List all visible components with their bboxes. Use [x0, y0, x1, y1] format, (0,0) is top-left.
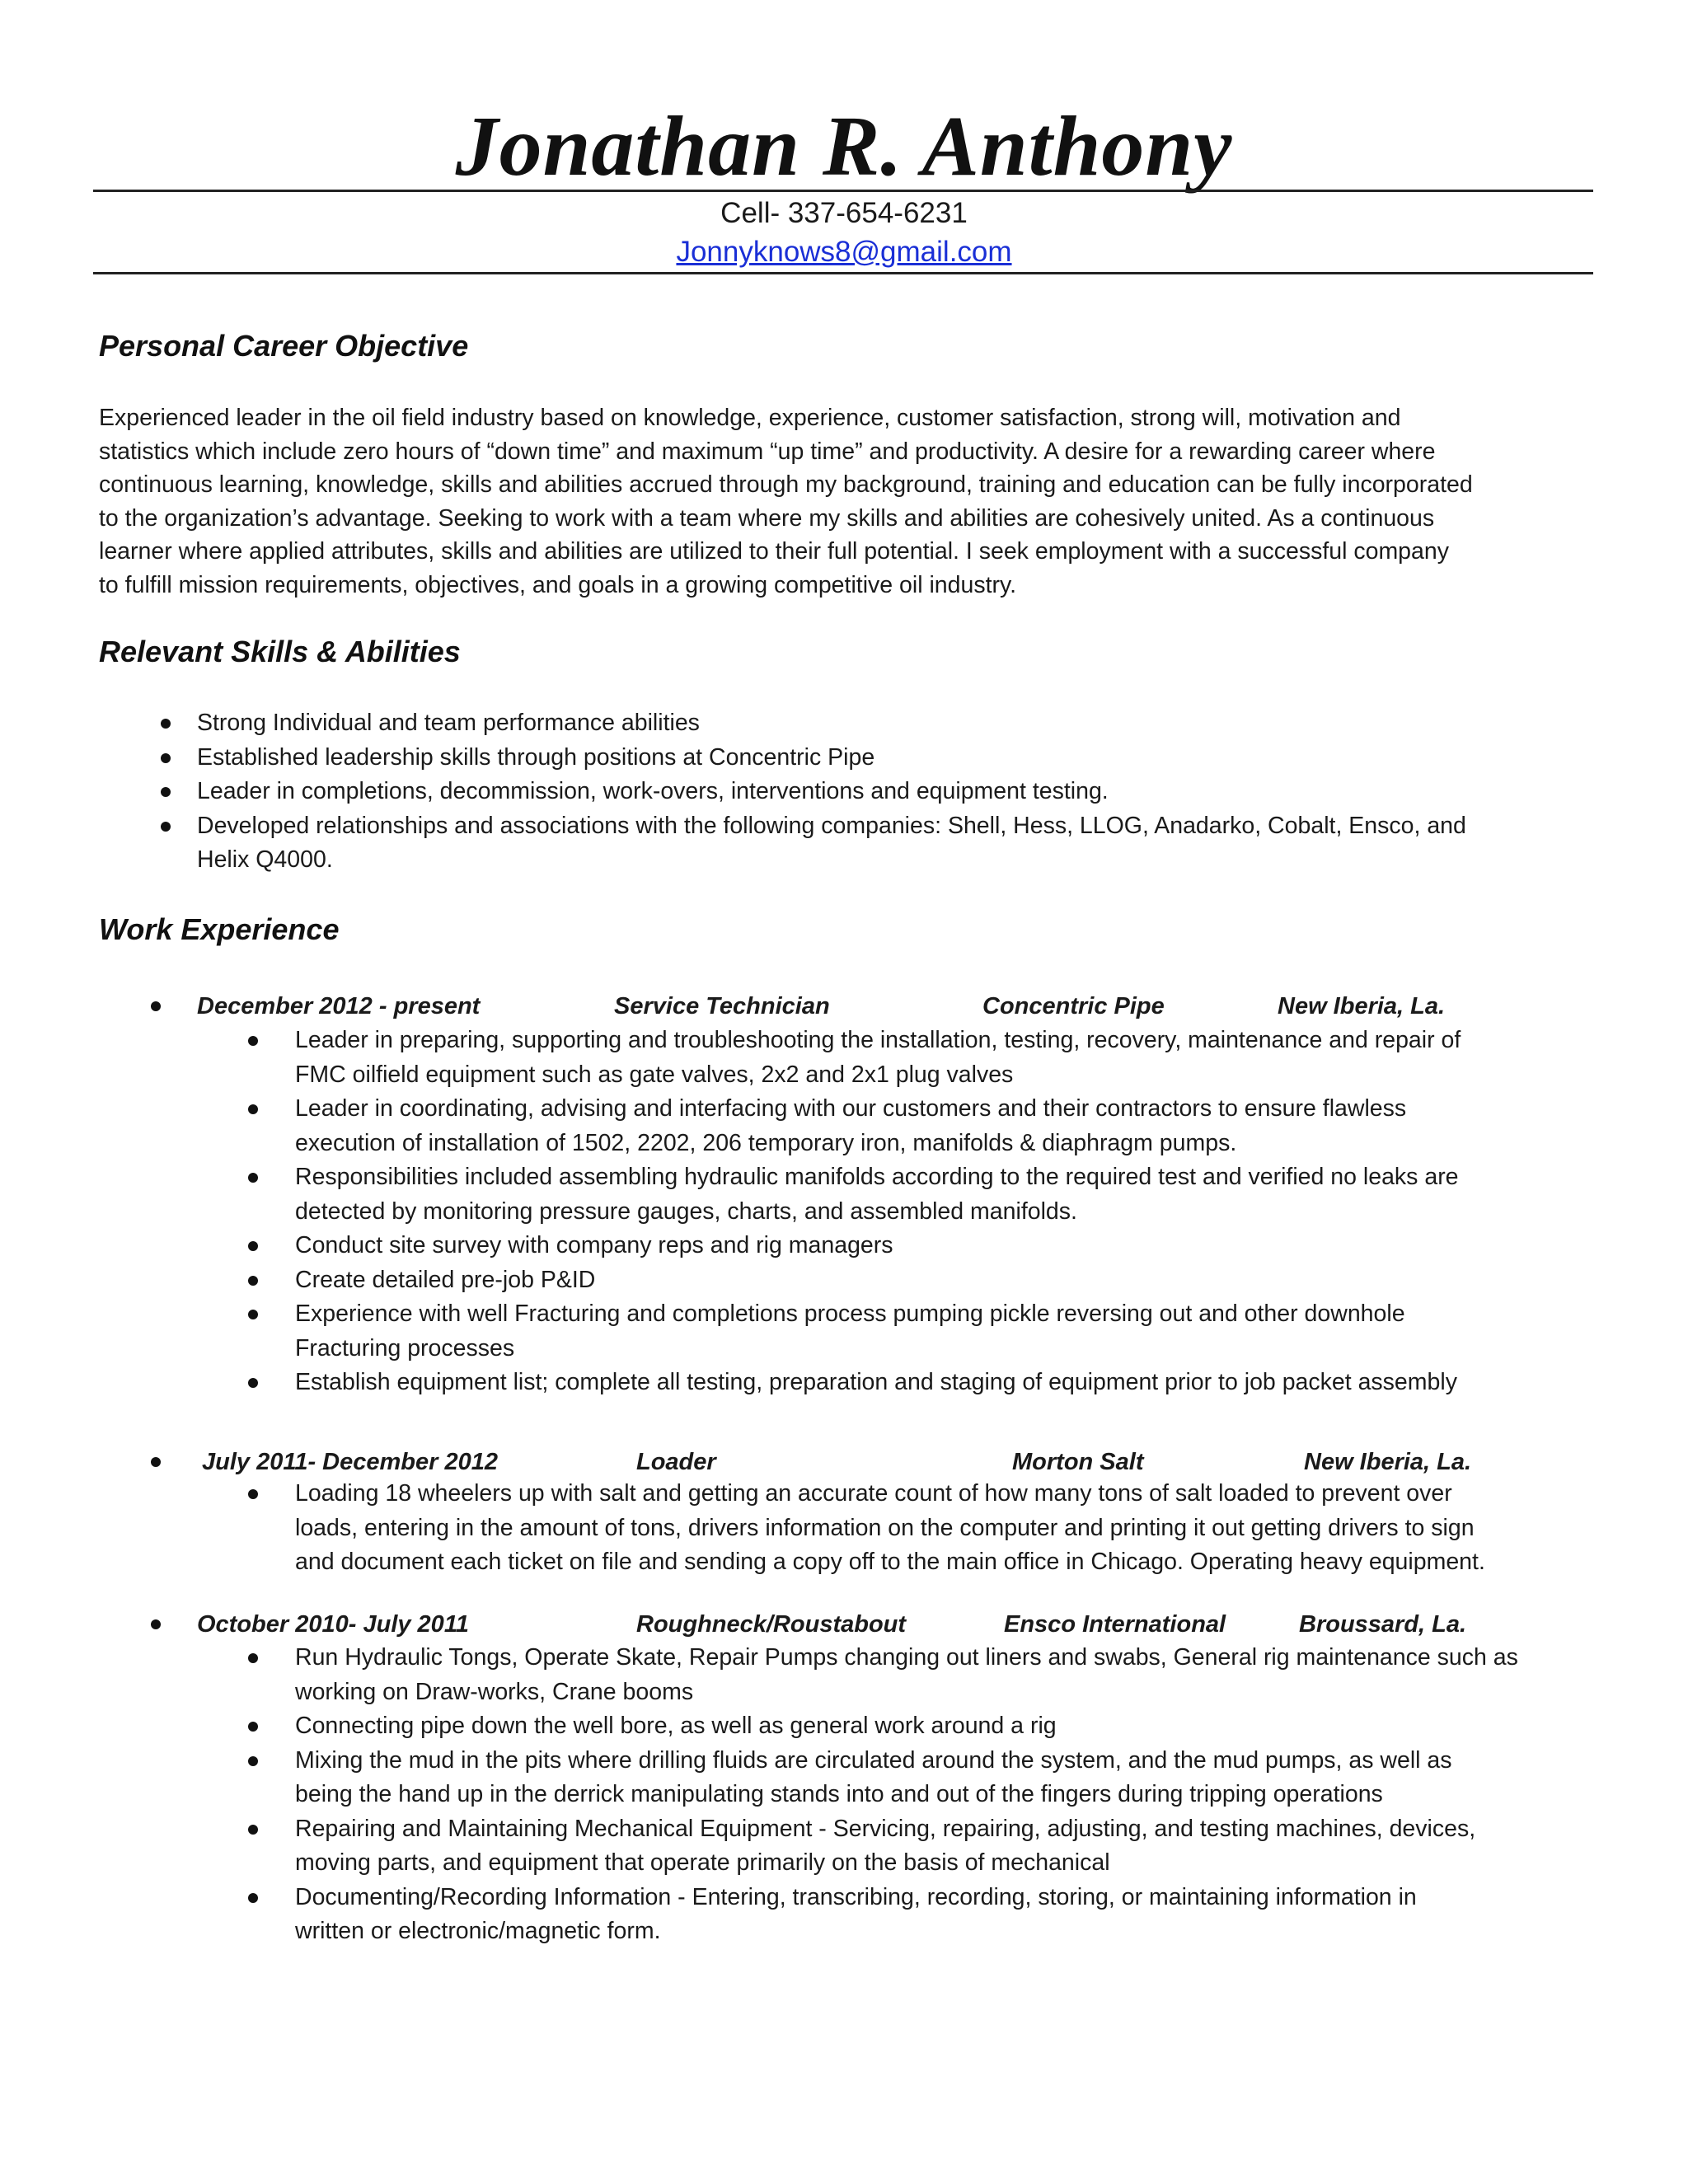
job-title: Loader — [636, 1449, 716, 1475]
experience-heading: Work Experience — [99, 912, 340, 946]
list-item — [0, 809, 1688, 878]
list-item — [0, 1263, 1688, 1298]
objective-heading: Personal Career Objective — [99, 329, 469, 363]
list-item-text: FMC oilfield equipment such as gate valves, 2x2 and 2x1 plug valves — [295, 1061, 1014, 1088]
bullet-icon — [151, 1457, 161, 1467]
bullet-icon — [248, 1489, 258, 1499]
list-item-text: loads, entering in the amount of tons, drivers information on the computer and printing it out getting drivers to sign — [295, 1514, 1475, 1541]
bullet-icon — [248, 1036, 258, 1046]
bullet-icon — [161, 719, 171, 729]
job-duties-list — [0, 1477, 1688, 1580]
list-item-text: Leader in completions, decommission, work-overs, interventions and equipment testing. — [197, 778, 1109, 804]
list-item — [0, 1229, 1688, 1263]
candidate-name: Jonathan R. Anthony — [455, 99, 1233, 194]
job-company: Ensco International — [1004, 1611, 1226, 1638]
list-item-text: Fracturing processes — [295, 1334, 515, 1361]
bullet-icon — [248, 1653, 258, 1663]
list-item-text: Establish equipment list; complete all testing, preparation and staging of equipment prior to job packet assembly — [295, 1369, 1457, 1395]
list-item-text: Strong Individual and team performance abilities — [197, 710, 700, 736]
objective-line: to fulfill mission requirements, objectives, and goals in a growing competitive oil industry. — [99, 571, 1017, 598]
list-item-text: Responsibilities included assembling hydraulic manifolds according to the required test and verified no leaks are — [295, 1164, 1459, 1190]
job-header — [0, 989, 1688, 1024]
list-item — [0, 1477, 1688, 1580]
bullet-icon — [151, 1619, 161, 1629]
list-item-text: detected by monitoring pressure gauges, charts, and assembled manifolds. — [295, 1197, 1077, 1225]
list-item — [0, 1744, 1688, 1812]
list-item — [0, 1160, 1688, 1229]
header-top-rule — [93, 190, 1593, 192]
job-duties-list — [0, 1641, 1688, 1949]
list-item — [0, 1812, 1688, 1881]
bullet-icon — [248, 1722, 258, 1732]
list-item-text: Experience with well Fracturing and completions process pumping pickle reversing out and other downhole — [295, 1301, 1405, 1327]
list-item — [0, 741, 1688, 776]
bullet-icon — [161, 822, 171, 832]
job-duties-list — [0, 1024, 1688, 1400]
objective-line: to the organization’s advantage. Seeking to work with a team where my skills and abilities are cohesively united. As a continuous — [99, 504, 1435, 532]
list-item — [0, 1709, 1688, 1744]
bullet-icon — [151, 1001, 161, 1011]
list-item-text: Conduct site survey with company reps and rig managers — [295, 1232, 893, 1258]
list-item-text: moving parts, and equipment that operate primarily on the basis of mechanical — [295, 1849, 1110, 1876]
bullet-icon — [248, 1825, 258, 1835]
list-item-text: working on Draw-works, Crane booms — [295, 1678, 694, 1705]
list-item-text: Connecting pipe down the well bore, as well as general work around a rig — [295, 1713, 1057, 1739]
bullet-icon — [248, 1241, 258, 1251]
list-item — [0, 1366, 1688, 1400]
skills-heading: Relevant Skills & Abilities — [99, 635, 461, 668]
list-item-text: execution of installation of 1502, 2202, 206 temporary iron, manifolds & diaphragm pumps. — [295, 1129, 1237, 1156]
job-location: New Iberia, La. — [1278, 993, 1446, 1019]
bullet-icon — [248, 1276, 258, 1286]
bullet-icon — [248, 1756, 258, 1766]
bullet-icon — [161, 787, 171, 797]
job-header — [0, 1607, 1688, 1642]
list-item — [0, 1881, 1688, 1949]
objective-line: Experienced leader in the oil field industry based on knowledge, experience, customer satisfaction, strong will, motivation and — [99, 405, 1401, 431]
header-bottom-rule — [93, 272, 1593, 274]
email-line — [0, 233, 1688, 271]
list-item-text: Loading 18 wheelers up with salt and getting an accurate count of how many tons of salt loaded to prevent over — [295, 1480, 1452, 1507]
list-item-text: and document each ticket on file and sending a copy off to the main office in Chicago. Operating heavy equipment. — [295, 1549, 1485, 1575]
job-location: New Iberia, La. — [1304, 1449, 1472, 1475]
objective-line: continuous learning, knowledge, skills and abilities accrued through my background, training and education can be fully incorporated — [99, 471, 1473, 498]
bullet-icon — [248, 1310, 258, 1319]
list-item — [0, 1092, 1688, 1160]
list-item — [0, 706, 1688, 741]
list-item-text: Established leadership skills through positions at Concentric Pipe — [197, 743, 875, 771]
job-dates: October 2010- July 2011 — [197, 1611, 469, 1638]
job-company: Concentric Pipe — [982, 993, 1165, 1019]
bullet-icon — [248, 1104, 258, 1114]
phone-number: Cell- 337-654-6231 — [720, 197, 968, 229]
bullet-icon — [161, 753, 171, 763]
list-item-text: Create detailed pre-job P&ID — [295, 1266, 596, 1293]
list-item-text: being the hand up in the derrick manipulating stands into and out of the fingers during tripping operations — [295, 1781, 1383, 1807]
job-company: Morton Salt — [1012, 1449, 1144, 1475]
objective-line: learner where applied attributes, skills and abilities are utilized to their full potential. I seek employment with a successful company — [99, 538, 1449, 565]
list-item-text: written or electronic/magnetic form. — [295, 1918, 661, 1944]
list-item-text: Helix Q4000. — [197, 846, 333, 873]
job-dates: July 2011- December 2012 — [202, 1449, 498, 1475]
objective-line: statistics which include zero hours of “down time” and maximum “up time” and productivity. A desire for a rewarding career where — [99, 438, 1436, 465]
job-location: Broussard, La. — [1299, 1611, 1467, 1638]
job-header — [0, 1445, 1688, 1479]
list-item — [0, 1024, 1688, 1092]
list-item — [0, 775, 1688, 809]
bullet-icon — [248, 1378, 258, 1388]
list-item-text: Leader in coordinating, advising and interfacing with our customers and their contractors to ensure flawless — [295, 1095, 1407, 1122]
list-item-text: Documenting/Recording Information - Entering, transcribing, recording, storing, or maintaining information in — [295, 1883, 1417, 1910]
email-link[interactable]: Jonnyknows8@gmail.com — [676, 236, 1012, 268]
list-item — [0, 1297, 1688, 1366]
bullet-icon — [248, 1173, 258, 1183]
job-title: Service Technician — [614, 993, 830, 1019]
job-title: Roughneck/Roustabout — [636, 1611, 907, 1638]
list-item-text: Leader in preparing, supporting and troubleshooting the installation, testing, recovery, maintenance and repair of — [295, 1027, 1461, 1053]
list-item — [0, 1641, 1688, 1709]
bullet-icon — [248, 1893, 258, 1903]
skills-list — [0, 706, 1688, 878]
job-dates: December 2012 - present — [197, 993, 481, 1019]
list-item-text: Run Hydraulic Tongs, Operate Skate, Repair Pumps changing out liners and swabs, General rig maintenance such as — [295, 1644, 1518, 1671]
list-item-text: Developed relationships and associations with the following companies: Shell, Hess, LLOG, Anadarko, Cobalt, Ensco, and — [197, 812, 1466, 839]
objective-paragraph — [99, 401, 1599, 602]
list-item-text: Mixing the mud in the pits where drilling fluids are circulated around the system, and the mud pumps, as well as — [295, 1746, 1452, 1774]
list-item-text: Repairing and Maintaining Mechanical Equipment - Servicing, repairing, adjusting, and testing machines, devices, — [295, 1815, 1476, 1842]
